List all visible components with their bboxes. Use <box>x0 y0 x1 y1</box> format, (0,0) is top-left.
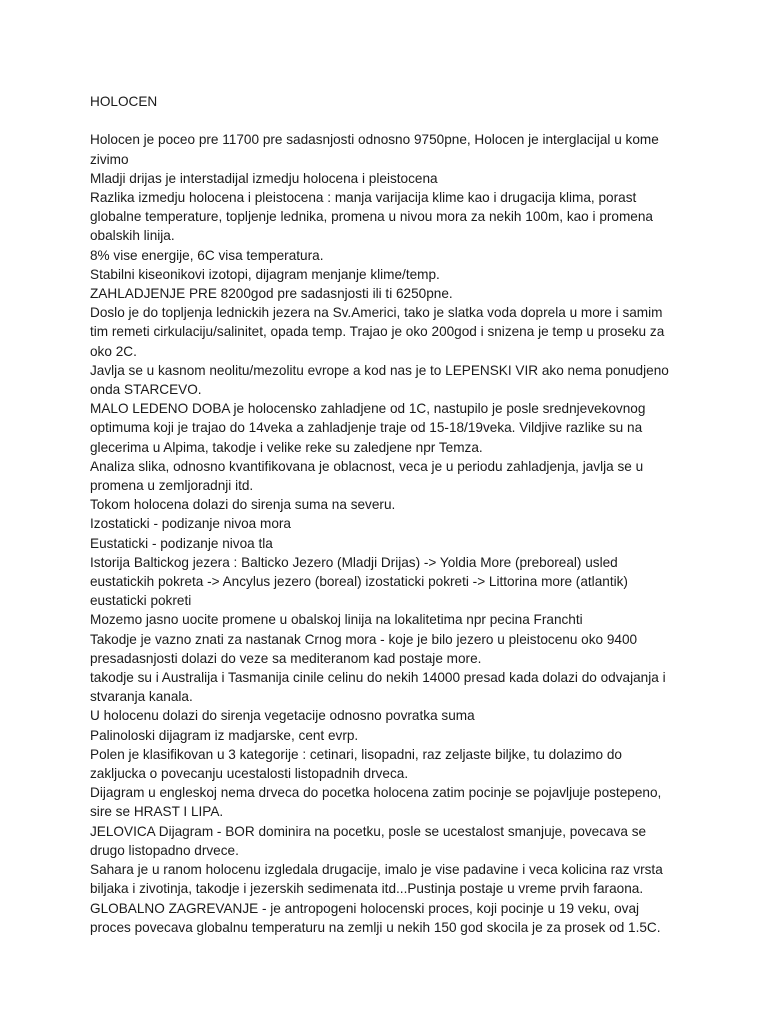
paragraph: takodje su i Australija i Tasmanija cinile celinu do nekih 14000 presad kada dolazi do odvajanja i stvaranja kanala. <box>90 670 666 705</box>
paragraph: Stabilni kiseonikovi izotopi, dijagram menjanje klime/temp. <box>90 266 440 282</box>
paragraph: Istorija Baltickog jezera : Balticko Jezero (Mladji Drijas) -> Yoldia More (preboreal) usled eustatickih pokreta -> Ancylus jezero (boreal) izostaticki pokreti -> Littorina more (atlantik) eustaticki pokreti <box>90 554 628 609</box>
paragraph: JELOVICA Dijagram - BOR dominira na pocetku, posle se ucestalost smanjuje, povecava se drugo listopadno drvece. <box>90 823 647 858</box>
paragraph: Holocen je poceo pre 11700 pre sadasnjosti odnosno 9750pne, Holocen je interglacijal u kome zivimo <box>90 132 659 167</box>
document-body <box>90 92 680 937</box>
paragraph: U holocenu dolazi do sirenja vegetacije odnosno povratka suma <box>90 708 475 724</box>
paragraph: GLOBALNO ZAGREVANJE - je antropogeni holocenski proces, koji pocinje u 19 veku, ovaj proces povecava globalnu temperaturu na zemlji u nekih 150 god skocila je za prosek od 1.5C. <box>90 900 661 935</box>
paragraph: MALO LEDENO DOBA je holocensko zahladjene od 1C, nastupilo je posle srednjevekovnog optimuma koji je trajao do 14veka a zahladjenje traje od 15-18/19veka. Vildjive razlike su na glecerima u Alpima, takodje i velike reke su zaledjene npr Temza. <box>90 401 646 455</box>
paragraph: Eustaticki - podizanje nivoa tla <box>90 535 273 551</box>
paragraph: Razlika izmedju holocena i pleistocena : manja varijacija klime kao i drugacija klima, porast globalne temperature, topljenje lednika, promena u nivou mora za nekih 100m, kao i promena obalskih linija. <box>90 189 653 244</box>
paragraph: Sahara je u ranom holocenu izgledala drugacije, imalo je vise padavine i veca kolicina raz vrsta biljaka i zivotinja, takodje i jezerskih sedimenata itd...Pustinja postaje u vreme prvih faraona. <box>90 862 663 897</box>
paragraph: Palinoloski dijagram iz madjarske, cent evrp. <box>90 727 359 743</box>
paragraph: Dijagram u engleskoj nema drveca do pocetka holocena zatim pocinje se pojavljuje postepeno, sire se HRAST I LIPA. <box>90 785 662 820</box>
paragraph: Analiza slika, odnosno kvantifikovana je oblacnost, veca je u periodu zahladjenja, javlja se u promena u zemljoradnji itd. <box>90 458 644 494</box>
paragraph: ZAHLADJENJE PRE 8200god pre sadasnjosti ili ti 6250pne. <box>90 286 453 301</box>
paragraph: Tokom holocena dolazi do sirenja suma na severu. <box>90 497 396 513</box>
paragraph: Mozemo jasno uocite promene u obalskoj linija na lokalitetima npr pecina Franchti <box>90 612 583 628</box>
paragraph: Izostaticki - podizanje nivoa mora <box>90 516 291 532</box>
paragraph: Takodje je vazno znati za nastanak Crnog mora - koje je bilo jezero u pleistocenu oko 9400 presadasnjosti dolazi do veze sa mediteranom kad postaje more. <box>90 631 638 666</box>
blank-line <box>90 111 680 130</box>
paragraph: Doslo je do topljenja lednickih jezera na Sv.Americi, tako je slatka voda doprela u more i samim tim remeti cirkulaciju/salinitet, opada temp. Trajao je oko 200god i snizena je temp u proseku za oko 2C. <box>90 305 665 359</box>
document-title: HOLOCEN <box>90 94 158 109</box>
paragraph-list <box>90 130 680 937</box>
paragraph: Javlja se u kasnom neolitu/mezolitu evrope a kod nas je to LEPENSKI VIR ako nema ponudjeno onda STARCEVO. <box>90 362 669 398</box>
paragraph: 8% vise energije, 6C visa temperatura. <box>90 247 324 263</box>
paragraph: Polen je klasifikovan u 3 kategorije : cetinari, lisopadni, raz zeljaste biljke, tu dolazimo do zakljucka o povecanju ucestalosti listopadnih drveca. <box>90 746 622 782</box>
paragraph: Mladji drijas je interstadijal izmedju holocena i pleistocena <box>90 170 438 186</box>
